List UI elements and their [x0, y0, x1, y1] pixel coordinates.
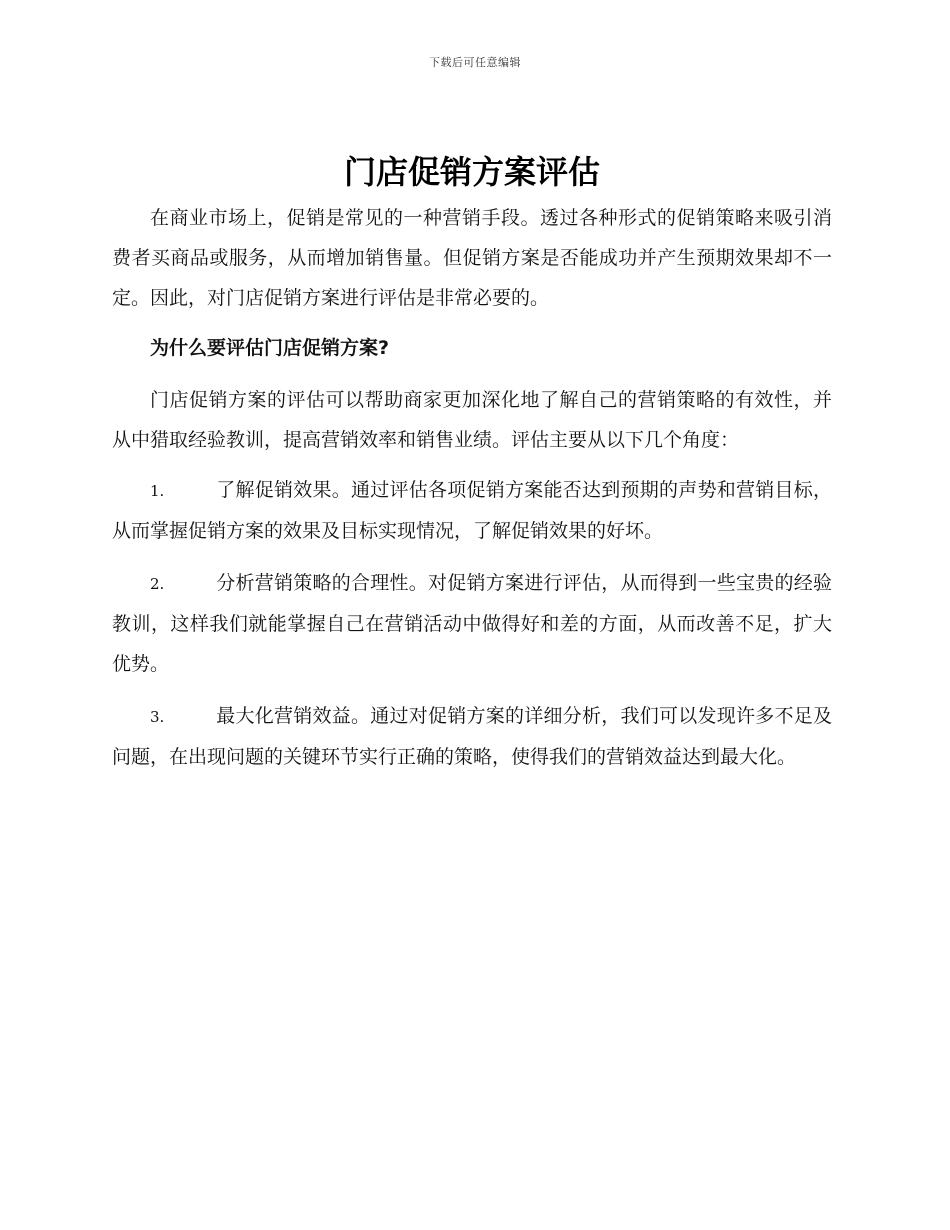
- intro-paragraph: 在商业市场上，促销是常见的一种营销手段。透过各种形式的促销策略来吸引消费者买商品或服务，从而增加销售量。但促销方案是否能成功并产生预期效果却不一定。因此，对门店促销方案进行评估是非常必要的。: [112, 207, 832, 309]
- section-heading: 为什么要评估门店促销方案?: [150, 337, 390, 359]
- document-body: [112, 150, 832, 789]
- document-title: 门店促销方案评估: [343, 153, 600, 191]
- list-item-number: 3.: [150, 708, 165, 726]
- list-item-text: 分析营销策略的合理性。对促销方案进行评估，从而得到一些宝贵的经验教训，这样我们就能掌握自己在营销活动中做得好和差的方面，从而改善不足，扩大优势。: [112, 572, 832, 675]
- list-item-number: 2.: [150, 575, 165, 593]
- list-item-text: 最大化营销效益。通过对促销方案的详细分析，我们可以发现许多不足及问题，在出现问题的关键环节实行正确的策略，使得我们的营销效益达到最大化。: [112, 705, 832, 768]
- list-item: [112, 470, 832, 551]
- list-item: [112, 563, 832, 684]
- header-note: 下载后可任意编辑: [429, 56, 521, 69]
- section-intro-paragraph: 门店促销方案的评估可以帮助商家更加深化地了解自己的营销策略的有效性，并从中猎取经验教训，提高营销效率和销售业绩。评估主要从以下几个角度：: [112, 389, 832, 451]
- list-item-text: 了解促销效果。通过评估各项促销方案能否达到预期的声势和营销目标，从而掌握促销方案的效果及目标实现情况，了解促销效果的好坏。: [112, 479, 832, 542]
- list-item-number: 1.: [150, 482, 165, 500]
- list-item: [112, 696, 832, 777]
